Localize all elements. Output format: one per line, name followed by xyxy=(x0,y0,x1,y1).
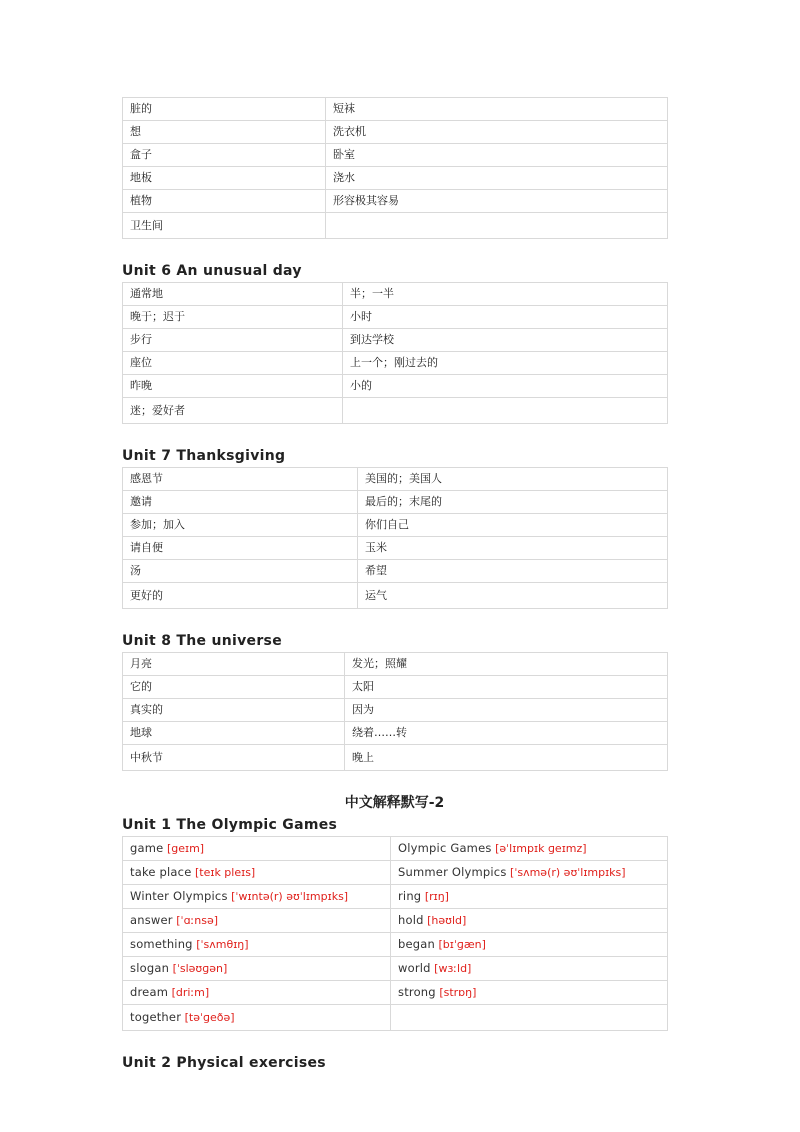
table-row xyxy=(123,653,668,676)
table-cell: 盒子 xyxy=(123,144,326,167)
table-cell: 晚于；迟于 xyxy=(123,306,343,329)
phonetic: [rɪŋ] xyxy=(424,890,449,903)
table-cell: 上一个；刚过去的 xyxy=(343,352,668,375)
phonetic: [geɪm] xyxy=(166,842,205,855)
table-cell: 晚上 xyxy=(345,745,668,771)
phonetic: [ˈsʌmə(r) əʊˈlɪmpɪks] xyxy=(510,866,626,879)
phonetic: [driːm] xyxy=(171,986,210,999)
vocab-table-unit-8 xyxy=(122,652,668,771)
word: began xyxy=(398,937,436,951)
table-cell: 汤 xyxy=(123,560,358,583)
table-cell: 运气 xyxy=(358,583,668,609)
phonetic: [həʊld] xyxy=(427,914,467,927)
table-cell: 请自便 xyxy=(123,537,358,560)
table-row xyxy=(123,885,668,909)
table-cell xyxy=(123,1005,391,1031)
word: take place xyxy=(130,865,192,879)
table-row xyxy=(123,167,668,190)
table-row xyxy=(123,722,668,745)
table-row xyxy=(123,491,668,514)
phonetic: [bɪˈɡæn] xyxy=(438,938,486,951)
table-row xyxy=(123,213,668,239)
word: game xyxy=(130,841,164,855)
table-cell: 半；一半 xyxy=(343,283,668,306)
table-cell xyxy=(391,861,668,885)
word: ring xyxy=(398,889,422,903)
table-cell: 地球 xyxy=(123,722,345,745)
table-cell xyxy=(123,837,391,861)
table-cell xyxy=(123,957,391,981)
table-cell: 中秋节 xyxy=(123,745,345,771)
table-cell: 发光；照耀 xyxy=(345,653,668,676)
table-row xyxy=(123,560,668,583)
table-cell: 想 xyxy=(123,121,326,144)
vocab-table-unit-7 xyxy=(122,467,668,609)
table-cell: 步行 xyxy=(123,329,343,352)
table-cell xyxy=(123,933,391,957)
vocab-table-prev-unit xyxy=(122,97,668,239)
table-row xyxy=(123,981,668,1005)
unit-1-heading: Unit 1 The Olympic Games xyxy=(122,817,338,833)
table-cell xyxy=(391,957,668,981)
table-cell: 真实的 xyxy=(123,699,345,722)
table-cell: 脏的 xyxy=(123,98,326,121)
word: Summer Olympics xyxy=(398,865,507,879)
table-cell: 浇水 xyxy=(326,167,668,190)
table-cell xyxy=(326,213,668,239)
table-row xyxy=(123,398,668,424)
word: dream xyxy=(130,985,169,999)
table-cell: 绕着……转 xyxy=(345,722,668,745)
phonetic: [əˈlɪmpɪk ɡeɪmz] xyxy=(495,842,587,855)
table-row xyxy=(123,1005,668,1031)
table-cell xyxy=(123,885,391,909)
table-cell xyxy=(391,909,668,933)
table-row xyxy=(123,861,668,885)
table-row xyxy=(123,676,668,699)
table-cell: 短袜 xyxy=(326,98,668,121)
table-cell: 小的 xyxy=(343,375,668,398)
table-cell xyxy=(391,1005,668,1031)
table-cell xyxy=(123,909,391,933)
table-cell: 玉米 xyxy=(358,537,668,560)
phonetic: [ˈsʌmθɪŋ] xyxy=(196,938,249,951)
table-cell xyxy=(391,885,668,909)
table-cell: 迷；爱好者 xyxy=(123,398,343,424)
table-row xyxy=(123,468,668,491)
table-row xyxy=(123,933,668,957)
table-row xyxy=(123,98,668,121)
table-cell: 最后的；末尾的 xyxy=(358,491,668,514)
phonetic: [wɜːld] xyxy=(434,962,472,975)
table-row xyxy=(123,329,668,352)
table-cell: 洗衣机 xyxy=(326,121,668,144)
table-row xyxy=(123,121,668,144)
phonetic: [strɒŋ] xyxy=(439,986,477,999)
table-row xyxy=(123,375,668,398)
table-cell: 通常地 xyxy=(123,283,343,306)
word: together xyxy=(130,1010,182,1024)
table-row xyxy=(123,745,668,771)
vocab-table-unit-1 xyxy=(122,836,668,1031)
table-row xyxy=(123,699,668,722)
table-row xyxy=(123,352,668,375)
table-cell: 座位 xyxy=(123,352,343,375)
table-cell: 你们自己 xyxy=(358,514,668,537)
table-cell: 小时 xyxy=(343,306,668,329)
table-cell: 昨晚 xyxy=(123,375,343,398)
unit-7-heading: Unit 7 Thanksgiving xyxy=(122,448,286,464)
table-cell xyxy=(391,981,668,1005)
table-row xyxy=(123,537,668,560)
table-cell: 地板 xyxy=(123,167,326,190)
word: something xyxy=(130,937,193,951)
phonetic: [ˈɑːnsə] xyxy=(176,914,219,927)
table-cell: 邀请 xyxy=(123,491,358,514)
table-row xyxy=(123,957,668,981)
word: strong xyxy=(398,985,436,999)
table-cell: 更好的 xyxy=(123,583,358,609)
table-row xyxy=(123,144,668,167)
phonetic: [ˈsləʊɡən] xyxy=(172,962,228,975)
table-cell: 植物 xyxy=(123,190,326,213)
unit-6-heading: Unit 6 An unusual day xyxy=(122,263,302,279)
word: Olympic Games xyxy=(398,841,492,855)
vocab-table-unit-6 xyxy=(122,282,668,424)
table-cell: 美国的；美国人 xyxy=(358,468,668,491)
table-cell xyxy=(391,933,668,957)
unit-8-heading: Unit 8 The universe xyxy=(122,633,282,649)
table-cell: 感恩节 xyxy=(123,468,358,491)
phonetic: [teɪk pleɪs] xyxy=(194,866,256,879)
table-cell xyxy=(123,981,391,1005)
unit-2-heading: Unit 2 Physical exercises xyxy=(122,1055,326,1071)
phonetic: [təˈɡeðə] xyxy=(184,1011,235,1024)
word: Winter Olympics xyxy=(130,889,228,903)
document-page xyxy=(122,97,667,1074)
table-cell: 到达学校 xyxy=(343,329,668,352)
table-row xyxy=(123,909,668,933)
table-cell xyxy=(123,861,391,885)
table-cell: 形容极其容易 xyxy=(326,190,668,213)
table-row xyxy=(123,514,668,537)
table-cell xyxy=(343,398,668,424)
table-row xyxy=(123,190,668,213)
table-cell: 卫生间 xyxy=(123,213,326,239)
table-row xyxy=(123,837,668,861)
word: slogan xyxy=(130,961,170,975)
table-cell: 因为 xyxy=(345,699,668,722)
table-cell xyxy=(391,837,668,861)
table-cell: 太阳 xyxy=(345,676,668,699)
word: answer xyxy=(130,913,173,927)
phonetic: [ˈwɪntə(r) əʊˈlɪmpɪks] xyxy=(231,890,349,903)
table-cell: 参加；加入 xyxy=(123,514,358,537)
table-row xyxy=(123,306,668,329)
table-cell: 希望 xyxy=(358,560,668,583)
table-row xyxy=(123,283,668,306)
table-cell: 月亮 xyxy=(123,653,345,676)
word: hold xyxy=(398,913,424,927)
table-cell: 卧室 xyxy=(326,144,668,167)
section-title: 中文解释默写-2 xyxy=(344,795,445,811)
table-cell: 它的 xyxy=(123,676,345,699)
word: world xyxy=(398,961,431,975)
table-row xyxy=(123,583,668,609)
